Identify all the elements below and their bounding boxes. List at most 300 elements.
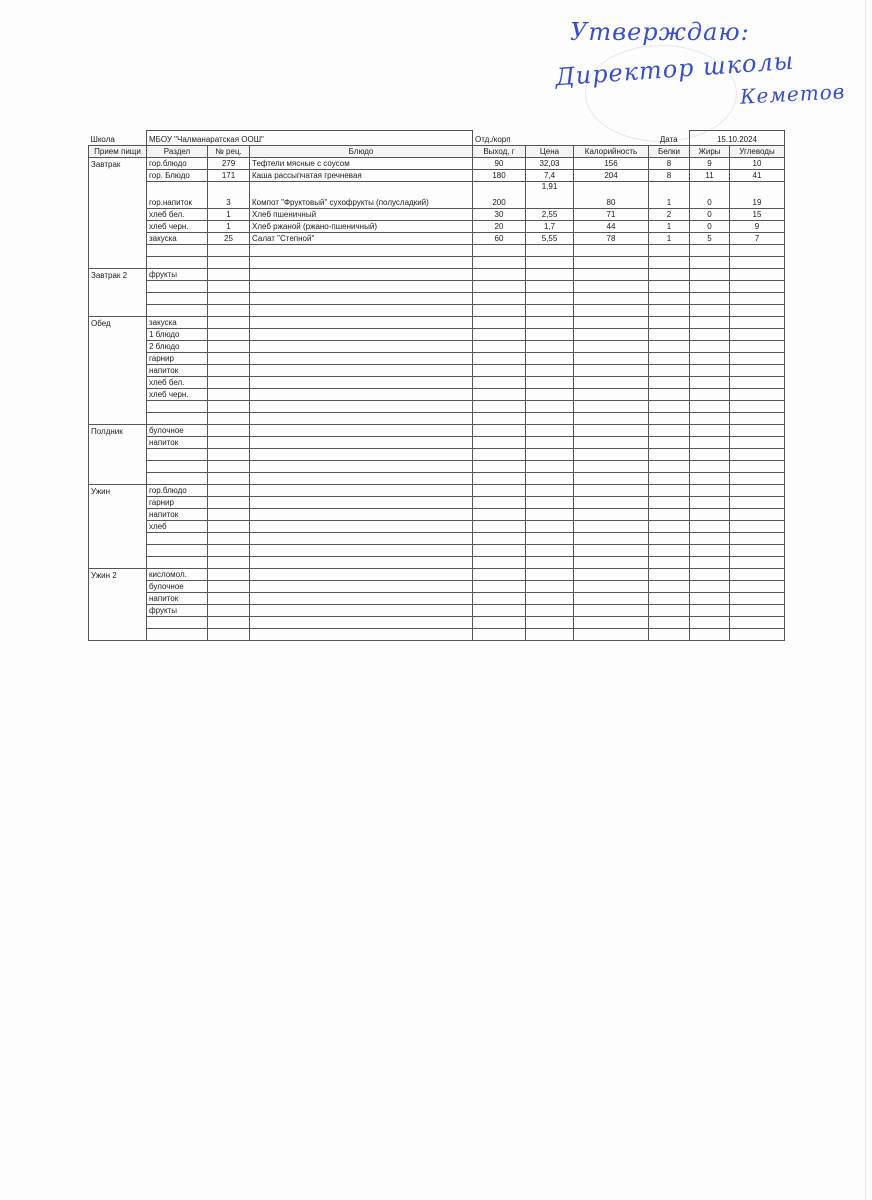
cell-protein — [649, 401, 690, 413]
cell-calories — [574, 293, 649, 305]
cell-calories — [574, 593, 649, 605]
cell-section: гор.напиток — [147, 182, 208, 209]
cell-fat — [690, 329, 730, 341]
cell-fat — [690, 365, 730, 377]
cell-price — [526, 473, 574, 485]
cell-section: гор.блюдо — [147, 485, 208, 497]
cell-protein — [649, 545, 690, 557]
cell-dish — [250, 425, 473, 437]
cell-dish — [250, 593, 473, 605]
cell-calories: 44 — [574, 221, 649, 233]
cell-protein — [649, 593, 690, 605]
cell-fat — [690, 617, 730, 629]
cell-dish — [250, 617, 473, 629]
cell-dish — [250, 581, 473, 593]
cell-price — [526, 341, 574, 353]
cell-protein: 8 — [649, 170, 690, 182]
cell-section: гарнир — [147, 497, 208, 509]
cell-section — [147, 545, 208, 557]
cell-section — [147, 401, 208, 413]
cell-protein — [649, 473, 690, 485]
cell-fat — [690, 317, 730, 329]
cell-section: хлеб черн. — [147, 389, 208, 401]
col-price-header: Цена — [526, 146, 574, 158]
cell-calories — [574, 269, 649, 281]
cell-price — [526, 281, 574, 293]
cell-fat — [690, 305, 730, 317]
cell-carbs — [730, 533, 785, 545]
page-edge — [865, 0, 866, 1200]
cell-calories — [574, 425, 649, 437]
cell-dish — [250, 437, 473, 449]
cell-protein — [649, 305, 690, 317]
cell-fat: 0 — [690, 209, 730, 221]
table-row — [89, 257, 785, 269]
cell-fat — [690, 581, 730, 593]
cell-carbs: 41 — [730, 170, 785, 182]
cell-dish — [250, 557, 473, 569]
cell-weight: 90 — [473, 158, 526, 170]
cell-price — [526, 413, 574, 425]
cell-protein — [649, 509, 690, 521]
cell-price — [526, 497, 574, 509]
cell-price — [526, 449, 574, 461]
cell-section: булочное — [147, 425, 208, 437]
cell-carbs — [730, 485, 785, 497]
cell-section: гарнир — [147, 353, 208, 365]
table-row — [89, 509, 785, 521]
cell-price — [526, 509, 574, 521]
cell-recipe — [208, 293, 250, 305]
cell-price — [526, 245, 574, 257]
table-row — [89, 425, 785, 437]
cell-dish — [250, 473, 473, 485]
cell-fat — [690, 245, 730, 257]
table-row — [89, 221, 785, 233]
cell-dish — [250, 341, 473, 353]
cell-fat — [690, 257, 730, 269]
cell-fat — [690, 413, 730, 425]
cell-protein — [649, 269, 690, 281]
cell-section — [147, 257, 208, 269]
cell-weight — [473, 473, 526, 485]
meal-name: Ужин — [89, 485, 147, 569]
col-weight-header: Выход, г — [473, 146, 526, 158]
cell-price — [526, 437, 574, 449]
cell-calories — [574, 449, 649, 461]
cell-weight: 30 — [473, 209, 526, 221]
cell-calories — [574, 629, 649, 641]
table-row — [89, 605, 785, 617]
cell-price — [526, 365, 574, 377]
cell-price — [526, 353, 574, 365]
cell-dish — [250, 377, 473, 389]
cell-price — [526, 545, 574, 557]
cell-price — [526, 569, 574, 581]
table-row — [89, 293, 785, 305]
cell-section — [147, 281, 208, 293]
cell-calories — [574, 341, 649, 353]
cell-carbs — [730, 581, 785, 593]
cell-dish — [250, 281, 473, 293]
cell-carbs — [730, 461, 785, 473]
cell-weight — [473, 341, 526, 353]
cell-price: 1,91 — [526, 182, 574, 209]
cell-price: 5,55 — [526, 233, 574, 245]
cell-recipe — [208, 569, 250, 581]
cell-calories — [574, 509, 649, 521]
cell-protein — [649, 449, 690, 461]
cell-weight — [473, 437, 526, 449]
cell-protein — [649, 317, 690, 329]
cell-dish — [250, 305, 473, 317]
cell-price — [526, 521, 574, 533]
cell-calories — [574, 245, 649, 257]
table-row — [89, 269, 785, 281]
cell-weight — [473, 293, 526, 305]
table-row — [89, 158, 785, 170]
cell-dish — [250, 461, 473, 473]
cell-weight — [473, 461, 526, 473]
cell-weight — [473, 509, 526, 521]
cell-weight — [473, 269, 526, 281]
cell-recipe — [208, 521, 250, 533]
cell-carbs — [730, 353, 785, 365]
cell-calories — [574, 605, 649, 617]
cell-price: 32,03 — [526, 158, 574, 170]
cell-fat — [690, 281, 730, 293]
cell-calories — [574, 617, 649, 629]
cell-section: булочное — [147, 581, 208, 593]
cell-dish — [250, 497, 473, 509]
cell-price — [526, 389, 574, 401]
cell-section: 2 блюдо — [147, 341, 208, 353]
cell-dish — [250, 353, 473, 365]
cell-dish — [250, 269, 473, 281]
column-header-row — [89, 146, 785, 158]
cell-weight: 180 — [473, 170, 526, 182]
cell-fat: 0 — [690, 221, 730, 233]
table-row — [89, 629, 785, 641]
cell-weight — [473, 413, 526, 425]
cell-carbs — [730, 605, 785, 617]
cell-carbs — [730, 281, 785, 293]
table-row — [89, 485, 785, 497]
cell-price: 1,7 — [526, 221, 574, 233]
cell-section: фрукты — [147, 269, 208, 281]
cell-carbs — [730, 413, 785, 425]
cell-price — [526, 557, 574, 569]
cell-protein: 1 — [649, 182, 690, 209]
cell-carbs: 9 — [730, 221, 785, 233]
cell-dish — [250, 365, 473, 377]
cell-protein — [649, 533, 690, 545]
cell-protein — [649, 413, 690, 425]
cell-carbs — [730, 509, 785, 521]
cell-price — [526, 581, 574, 593]
cell-protein — [649, 353, 690, 365]
table-row — [89, 341, 785, 353]
cell-recipe — [208, 461, 250, 473]
table-row — [89, 569, 785, 581]
cell-weight: 200 — [473, 182, 526, 209]
table-row — [89, 533, 785, 545]
cell-section — [147, 461, 208, 473]
cell-dish — [250, 329, 473, 341]
cell-fat: 9 — [690, 158, 730, 170]
cell-protein — [649, 437, 690, 449]
cell-fat — [690, 461, 730, 473]
cell-section: фрукты — [147, 605, 208, 617]
cell-dish — [250, 521, 473, 533]
cell-protein — [649, 569, 690, 581]
cell-weight — [473, 485, 526, 497]
cell-fat — [690, 473, 730, 485]
cell-fat — [690, 593, 730, 605]
col-dish-header: Блюдо — [250, 146, 473, 158]
cell-carbs — [730, 365, 785, 377]
cell-price — [526, 269, 574, 281]
cell-protein — [649, 341, 690, 353]
school-label: Школа — [90, 135, 115, 144]
table-row — [89, 389, 785, 401]
cell-price — [526, 317, 574, 329]
cell-weight — [473, 533, 526, 545]
table-row — [89, 545, 785, 557]
cell-weight — [473, 377, 526, 389]
cell-recipe — [208, 377, 250, 389]
cell-recipe — [208, 281, 250, 293]
cell-weight — [473, 329, 526, 341]
cell-section: хлеб черн. — [147, 221, 208, 233]
cell-carbs — [730, 521, 785, 533]
cell-carbs — [730, 293, 785, 305]
cell-recipe — [208, 413, 250, 425]
cell-carbs — [730, 305, 785, 317]
cell-fat: 0 — [690, 182, 730, 209]
cell-dish — [250, 389, 473, 401]
meal-name: Завтрак — [89, 158, 147, 269]
cell-dish — [250, 569, 473, 581]
table-row — [89, 170, 785, 182]
cell-recipe — [208, 257, 250, 269]
cell-protein — [649, 365, 690, 377]
cell-protein — [649, 581, 690, 593]
table-row — [89, 305, 785, 317]
cell-section — [147, 293, 208, 305]
cell-carbs — [730, 341, 785, 353]
cell-dish — [250, 257, 473, 269]
cell-protein — [649, 293, 690, 305]
cell-calories — [574, 401, 649, 413]
cell-dish: Салат "Степной" — [250, 233, 473, 245]
meal-name: Обед — [89, 317, 147, 425]
cell-carbs — [730, 629, 785, 641]
cell-weight — [473, 569, 526, 581]
cell-fat — [690, 377, 730, 389]
cell-price — [526, 461, 574, 473]
cell-price — [526, 329, 574, 341]
cell-fat — [690, 557, 730, 569]
cell-section: напиток — [147, 365, 208, 377]
cell-section — [147, 305, 208, 317]
cell-dish — [250, 413, 473, 425]
cell-recipe — [208, 545, 250, 557]
cell-recipe — [208, 617, 250, 629]
cell-fat — [690, 569, 730, 581]
cell-price — [526, 593, 574, 605]
cell-protein — [649, 461, 690, 473]
cell-fat — [690, 353, 730, 365]
cell-calories: 71 — [574, 209, 649, 221]
cell-recipe — [208, 245, 250, 257]
cell-calories — [574, 365, 649, 377]
cell-carbs — [730, 257, 785, 269]
cell-weight — [473, 605, 526, 617]
cell-calories — [574, 281, 649, 293]
cell-protein — [649, 257, 690, 269]
cell-weight — [473, 365, 526, 377]
cell-price — [526, 617, 574, 629]
cell-recipe: 171 — [208, 170, 250, 182]
table-row — [89, 401, 785, 413]
cell-recipe — [208, 317, 250, 329]
cell-section — [147, 473, 208, 485]
table-row — [89, 353, 785, 365]
cell-fat — [690, 341, 730, 353]
cell-calories — [574, 413, 649, 425]
cell-protein — [649, 245, 690, 257]
cell-price — [526, 485, 574, 497]
cell-weight — [473, 593, 526, 605]
cell-weight — [473, 497, 526, 509]
cell-protein — [649, 425, 690, 437]
cell-section: напиток — [147, 509, 208, 521]
cell-recipe — [208, 581, 250, 593]
cell-calories — [574, 533, 649, 545]
cell-section: кисломол. — [147, 569, 208, 581]
col-meal-header: Прием пищи — [89, 146, 147, 158]
director-signature: Кеметов — [739, 79, 846, 109]
cell-fat — [690, 545, 730, 557]
cell-fat — [690, 401, 730, 413]
cell-calories: 78 — [574, 233, 649, 245]
cell-weight — [473, 353, 526, 365]
table-row — [89, 182, 785, 209]
table-row — [89, 329, 785, 341]
cell-fat — [690, 485, 730, 497]
cell-recipe — [208, 497, 250, 509]
cell-protein — [649, 389, 690, 401]
table-row — [89, 365, 785, 377]
cell-dish — [250, 629, 473, 641]
cell-weight — [473, 449, 526, 461]
cell-weight — [473, 317, 526, 329]
cell-price — [526, 305, 574, 317]
cell-protein: 2 — [649, 209, 690, 221]
cell-section: гор.блюдо — [147, 158, 208, 170]
col-fat-header: Жиры — [690, 146, 730, 158]
cell-section: хлеб бел. — [147, 377, 208, 389]
cell-recipe: 3 — [208, 182, 250, 209]
table-row — [89, 557, 785, 569]
menu-table — [88, 130, 785, 641]
cell-protein — [649, 329, 690, 341]
cell-carbs: 19 — [730, 182, 785, 209]
cell-recipe — [208, 437, 250, 449]
cell-section: закуска — [147, 233, 208, 245]
cell-carbs — [730, 245, 785, 257]
cell-recipe — [208, 269, 250, 281]
cell-calories — [574, 329, 649, 341]
cell-fat — [690, 605, 730, 617]
cell-carbs — [730, 389, 785, 401]
cell-recipe — [208, 485, 250, 497]
approval-line1: Утверждаю: — [570, 18, 750, 46]
cell-protein — [649, 617, 690, 629]
cell-weight — [473, 545, 526, 557]
cell-protein — [649, 281, 690, 293]
cell-carbs: 7 — [730, 233, 785, 245]
cell-weight — [473, 401, 526, 413]
table-row — [89, 437, 785, 449]
table-row — [89, 581, 785, 593]
cell-dish: Хлеб пшеничный — [250, 209, 473, 221]
cell-calories — [574, 437, 649, 449]
cell-section — [147, 245, 208, 257]
cell-recipe: 1 — [208, 209, 250, 221]
cell-calories — [574, 305, 649, 317]
cell-carbs — [730, 617, 785, 629]
date-label: Дата — [659, 135, 678, 144]
cell-section: хлеб — [147, 521, 208, 533]
table-row — [89, 209, 785, 221]
cell-calories: 156 — [574, 158, 649, 170]
cell-recipe — [208, 629, 250, 641]
cell-calories: 204 — [574, 170, 649, 182]
approval-line2: Директор школы — [554, 46, 796, 92]
table-row — [89, 449, 785, 461]
cell-calories: 80 — [574, 182, 649, 209]
cell-dish — [250, 533, 473, 545]
cell-recipe: 279 — [208, 158, 250, 170]
cell-fat — [690, 521, 730, 533]
cell-carbs — [730, 329, 785, 341]
cell-dish — [250, 293, 473, 305]
cell-price — [526, 377, 574, 389]
cell-dish — [250, 485, 473, 497]
cell-price — [526, 425, 574, 437]
cell-recipe: 25 — [208, 233, 250, 245]
dept-value — [574, 131, 649, 146]
cell-recipe — [208, 449, 250, 461]
cell-section: напиток — [147, 437, 208, 449]
cell-dish — [250, 509, 473, 521]
cell-fat — [690, 629, 730, 641]
cell-weight — [473, 521, 526, 533]
cell-section — [147, 533, 208, 545]
cell-fat: 5 — [690, 233, 730, 245]
cell-section: 1 блюдо — [147, 329, 208, 341]
cell-protein: 1 — [649, 233, 690, 245]
cell-calories — [574, 545, 649, 557]
table-row — [89, 233, 785, 245]
table-row — [89, 281, 785, 293]
cell-recipe — [208, 473, 250, 485]
cell-calories — [574, 485, 649, 497]
cell-protein — [649, 629, 690, 641]
cell-carbs — [730, 377, 785, 389]
